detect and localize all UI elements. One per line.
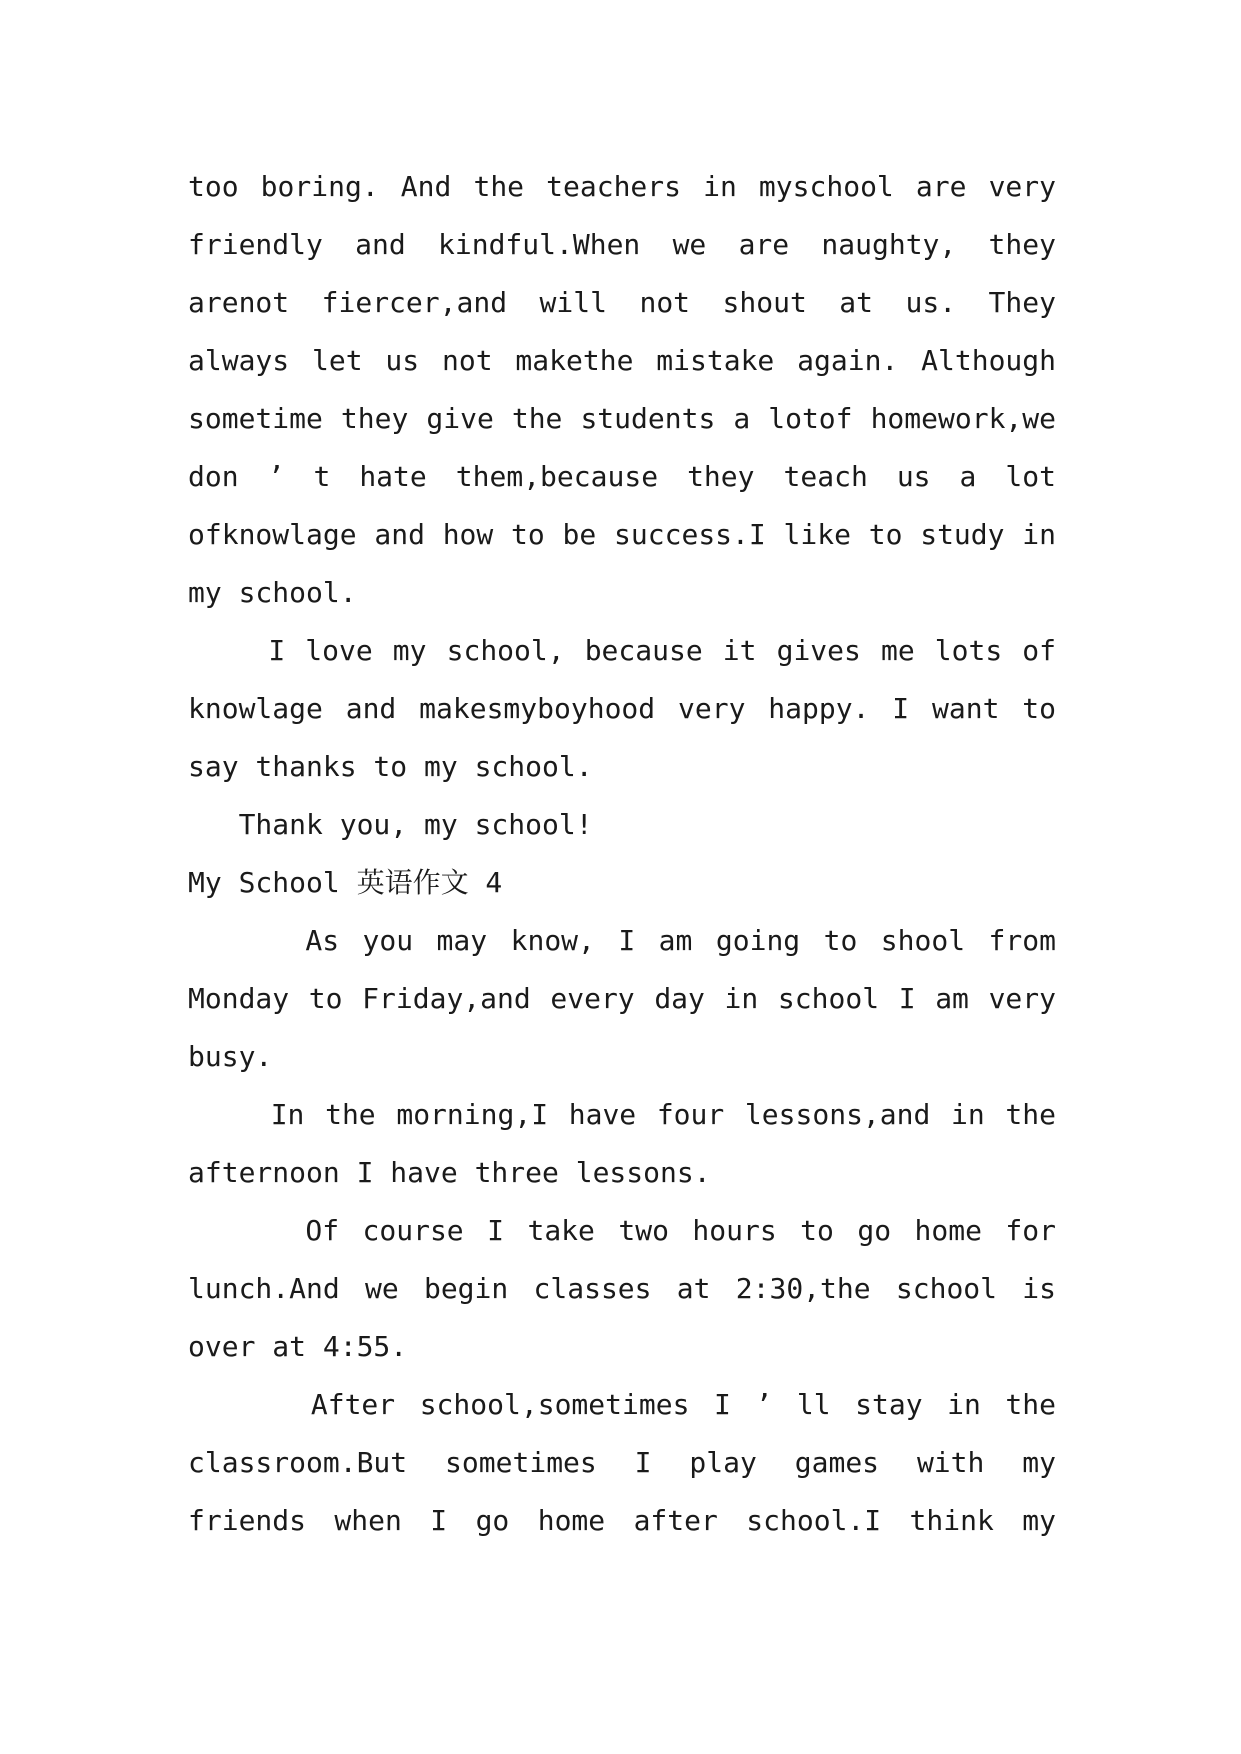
text-line: Monday to Friday,and every day in school I am very: [188, 982, 1056, 1015]
text-line: over at 4:55.: [188, 1330, 408, 1363]
text-line: classroom.But sometimes I play games with my: [188, 1446, 1056, 1479]
text-line: my school.: [188, 576, 357, 609]
document-body: [188, 158, 1056, 1550]
text-line: In the morning,I have four lessons,and in the: [188, 1098, 1056, 1131]
text-line: always let us not makethe mistake again. Although: [188, 344, 1056, 377]
text-line: As you may know, I am going to shool from: [188, 924, 1056, 957]
text-line: lunch.And we begin classes at 2:30,the school is: [188, 1272, 1056, 1305]
text-line: Thank you, my school!: [188, 808, 593, 841]
section-heading: My School 英语作文 4: [188, 866, 503, 899]
text-line: Of course I take two hours to go home for: [188, 1214, 1056, 1247]
text-line: say thanks to my school.: [188, 750, 593, 783]
text-line: knowlage and makesmyboyhood very happy. I want to: [188, 692, 1056, 725]
text-line: too boring. And the teachers in myschool are very: [188, 170, 1056, 203]
text-line: After school,sometimes I ’ ll stay in the: [188, 1388, 1056, 1421]
text-line: don ’ t hate them,because they teach us a lot: [188, 460, 1056, 493]
text-line: friends when I go home after school.I think my: [188, 1504, 1056, 1537]
text-line: arenot fiercer,and will not shout at us. They: [188, 286, 1056, 319]
text-line: friendly and kindful.When we are naughty, they: [188, 228, 1056, 261]
text-line: ofknowlage and how to be success.I like to study in: [188, 518, 1056, 551]
text-line: busy.: [188, 1040, 273, 1073]
text-line: I love my school, because it gives me lots of: [188, 634, 1056, 667]
text-line: sometime they give the students a lotof homework,we: [188, 402, 1056, 435]
text-line: afternoon I have three lessons.: [188, 1156, 711, 1189]
